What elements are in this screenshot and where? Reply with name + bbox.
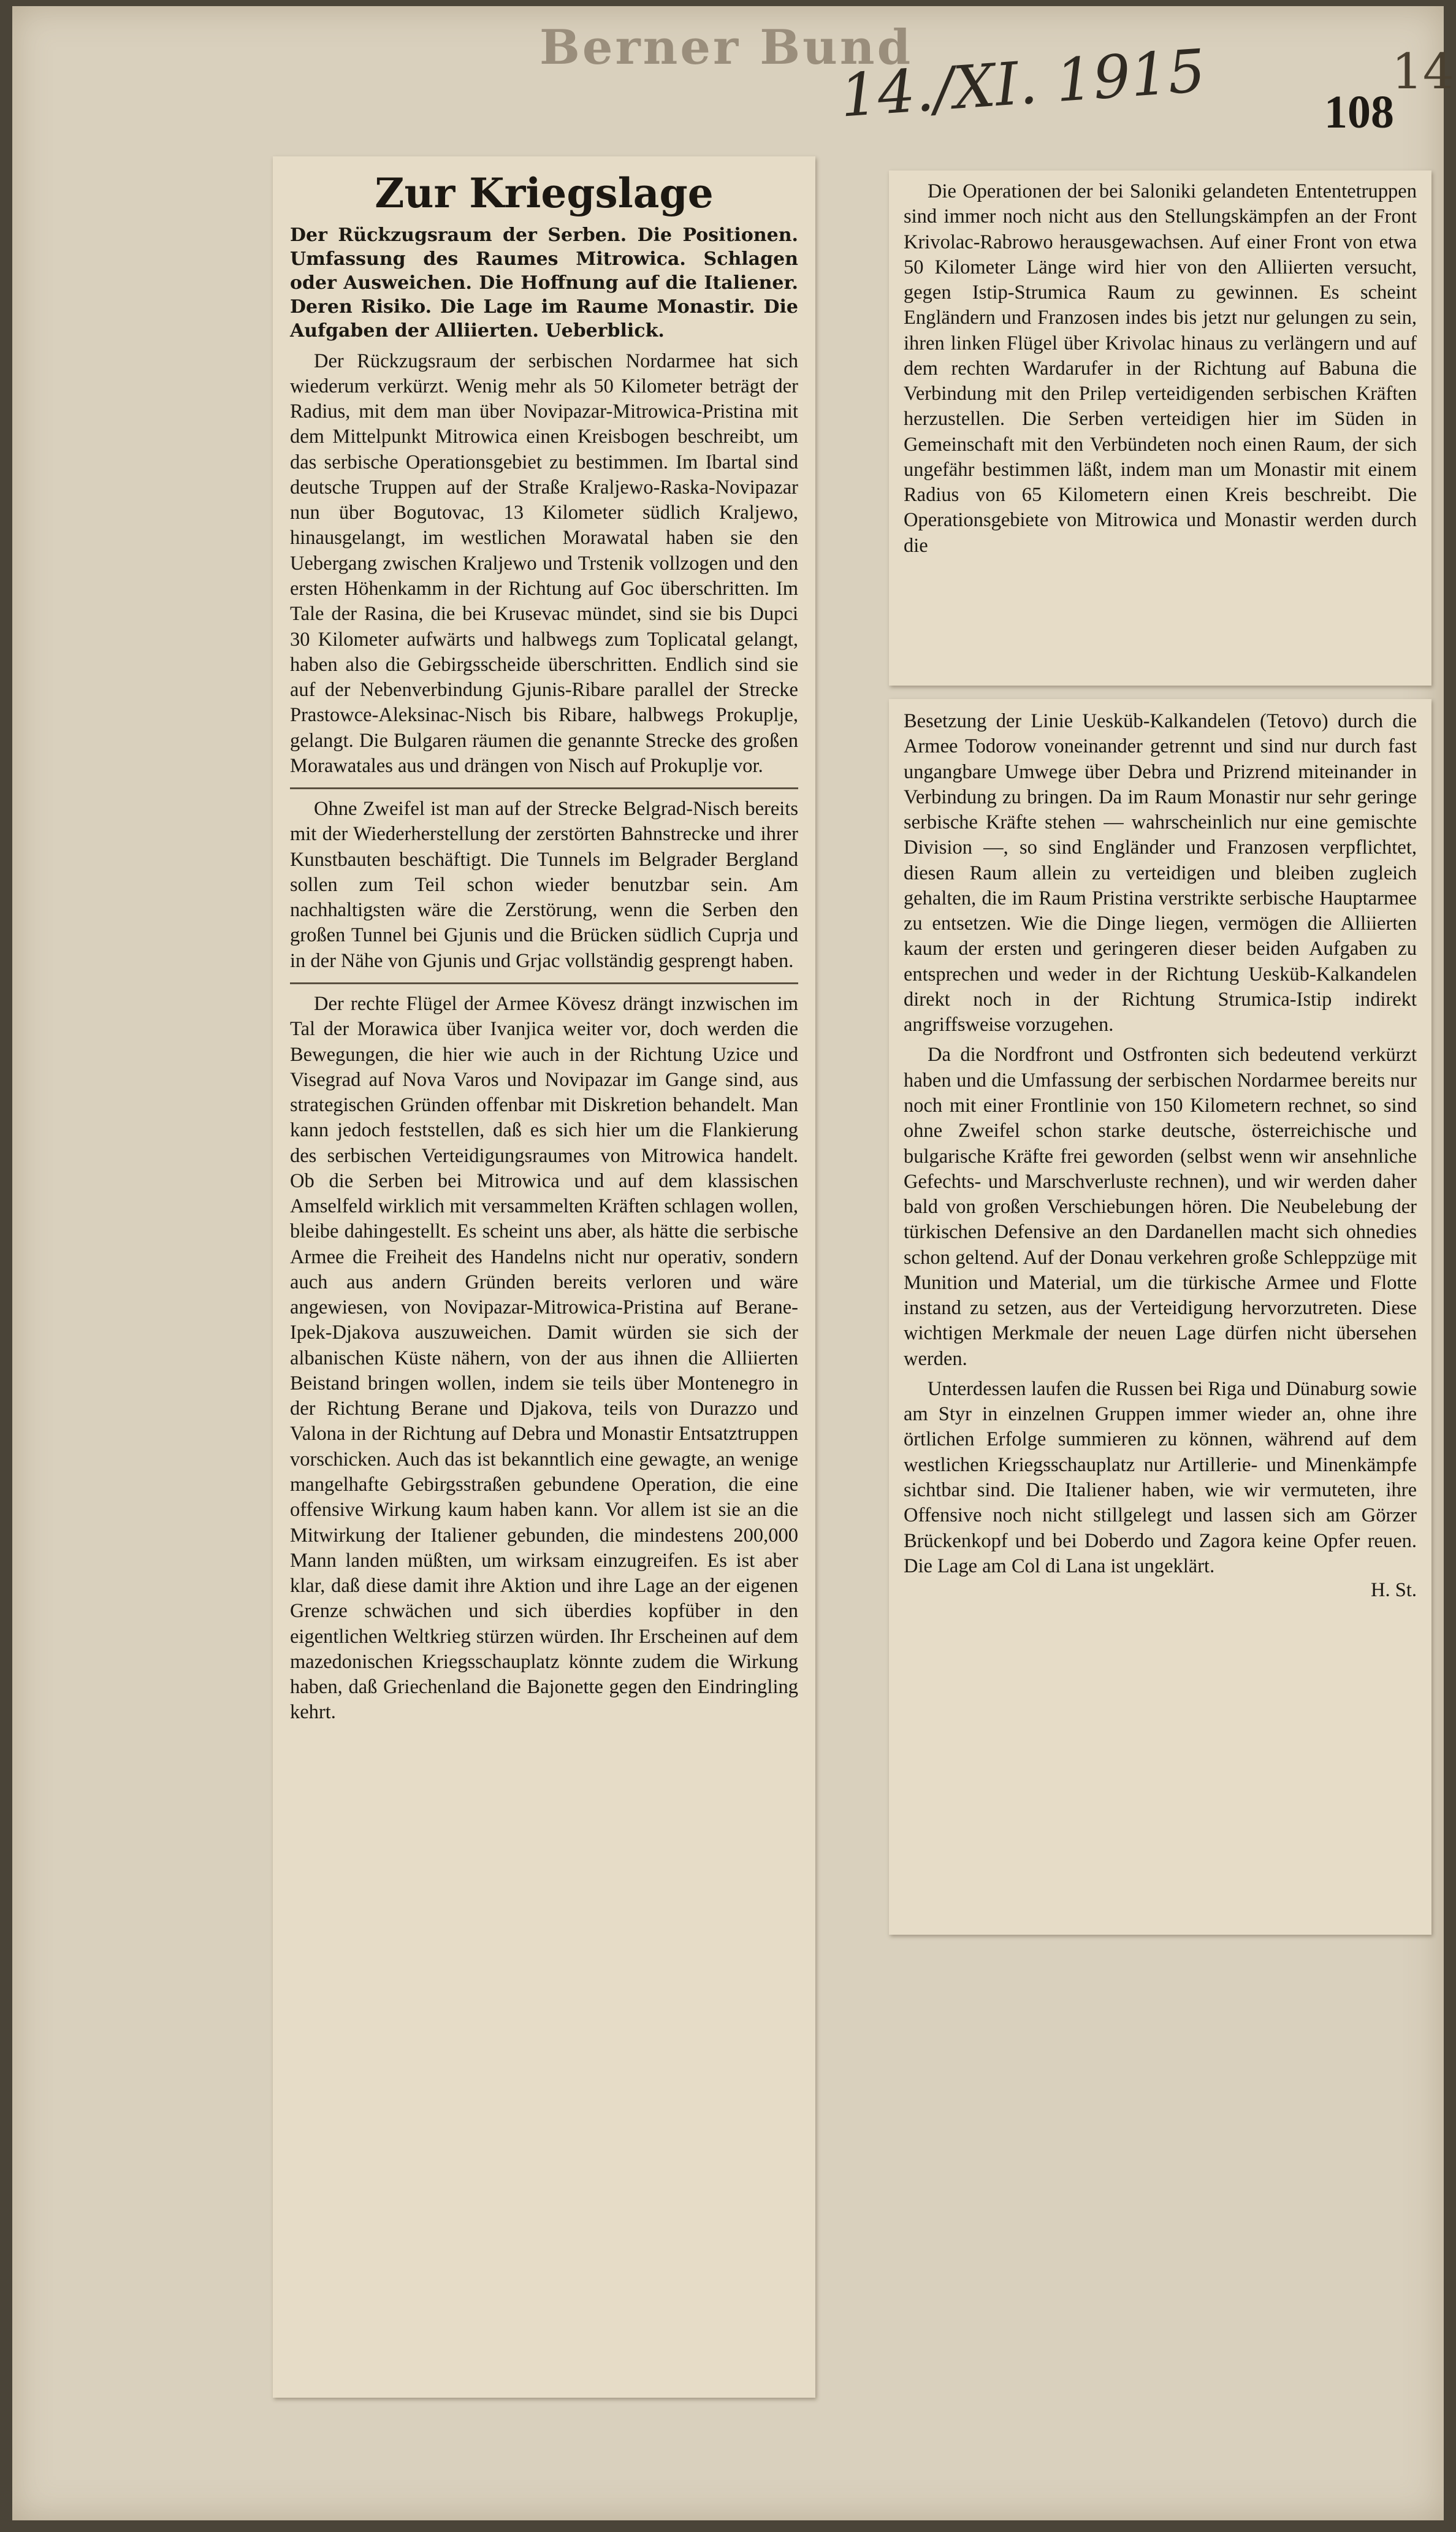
article-clipping-right-top (889, 170, 1431, 686)
article-paragraph: Besetzung der Linie Uesküb-Kalkandelen (Tetovo) durch die Armee Todorow voneinander getrennt und sind nur durch fast ungangbare Umwege über Debra und Prizrend miteinander in Verbindung zu bringen. Da im Raum Monastir nur sehr geringe serbische Kräfte stehen — wahrscheinlich nur eine gemischte Division —, so sind Engländer und Franzosen verpflichtet, diesen Raum allein zu verteidigen und bleiben zugleich gehalten, die im Raum Pristina verstrikte serbische Hauptarmee zu entsetzen. Wie die Dinge liegen, vermögen die Alliierten kaum der ersten und geringeren dieser beiden Aufgaben zu entsprechen und weder in der Richtung Uesküb-Kalkandelen direkt noch in der Richtung Strumica-Istip indirekt angriffsweise vorzugehen. (904, 710, 1417, 1036)
column-divider (290, 982, 798, 984)
article-paragraph: Ohne Zweifel ist man auf der Strecke Belgrad-Nisch bereits mit der Wiederherstellung der zerstörten Bahnstrecke und ihrer Kunstbauten beschäftigt. Die Tunnels im Belgrader Bergland sollen zum Teil schon wieder benutzbar sein. Am nachhaltigsten wäre die Zerstörung, wenn die Serben den großen Tunnel bei Gjunis und die Brücken südlich Cuprja und in der Nähe von Gjunis und Grjac vollständig gesprengt haben. (290, 798, 798, 972)
author-signature: H. St. (1371, 1579, 1417, 1602)
article-title: Zur Kriegslage (375, 169, 714, 217)
article-paragraph: Der rechte Flügel der Armee Kövesz drängt inzwischen im Tal der Morawica über Ivanjica weiter vor, doch werden die Bewegungen, die hier wie auch in der Richtung Uzice und Visegrad auf Nova Varos und Novipazar im Gange sind, aus strategischen Gründen offenbar mit Diskretion behandelt. Man kann jedoch feststellen, daß es sich hier um die Flankierung des serbischen Verteidigungsraumes von Mitrowica handelt. Ob die Serben bei Mitrowica und auf dem klassischen Amselfeld wirklich mit versammelten Kräften schlagen wollen, bleibe dahingestellt. Es scheint uns aber, als hätte die serbische Armee die Freiheit des Handelns nicht nur operativ, sondern auch aus andern Gründen bereits verloren und wäre angewiesen, von Novipazar-Mitrowica-Pristina auf Berane-Ipek-Djakova auszuweichen. Damit würden sie sich der albanischen Küste nähern, von der aus ihnen die Alliierten Beistand bringen wollen, indem sie teils über Montenegro in der Richtung Berane und Djakova, teils von Durazzo und Valona in der Richtung auf Debra und Monastir Entsatztruppen vorschicken. Auch das ist bekanntlich eine gewagte, an wenige mangelhafte Gebirgsstraßen gebundene Operation, die eine offensive Wirkung kaum haben kann. Vor allem ist sie an die Mitwirkung der Italiener gebunden, die mindestens 200,000 Mann landen müßten, um wirksam einzugreifen. Es ist aber klar, daß diese damit ihre Aktion und ihre Lage an der eigenen Grenze schwächen und sich überdies kopfüber in den eigentlichen Weltkrieg stürzen würden. Ihr Erscheinen auf dem mazedonischen Kriegsschauplatz könnte zudem die Wirkung haben, daß Griechenland die Bajonette gegen den Eindringling kehrt. (290, 992, 798, 1724)
archive-sheet (12, 6, 1454, 2520)
page-number: 108 (1324, 86, 1394, 138)
handwritten-date: 14./XI. 1915 (837, 36, 1208, 131)
article-paragraph: Da die Nordfront und Ostfronten sich bedeutend verkürzt haben und die Umfassung der serbischen Nordarmee bereits nur noch mit einer Frontlinie von 150 Kilometern rechnet, so sind ohne Zweifel schon starke deutsche, österreichische und bulgarische Kräfte frei geworden (selbst wenn wir ansehnliche Gefechts- und Marschverluste rechnen), und wir werden daher bald von großen Verschiebungen hören. Die Neubelebung der türkischen Defensive an den Dardanellen macht sich ohnedies schon geltend. Auf der Donau verkehren große Schleppzüge mit Munition und Material, um die türkische Armee und Flotte instand zu setzen, aus der Verteidigung hervorzutreten. Diese wichtigen Merkmale der neuen Lage dürfen nicht übersehen werden. (904, 1044, 1417, 1370)
article-clipping-left (273, 156, 815, 2398)
article-clipping-right-bottom (889, 699, 1431, 1935)
newspaper-stamp: Berner Bund (539, 20, 913, 75)
handwritten-number: 14 (1392, 43, 1454, 100)
article-subtitle: Der Rückzugsraum der Serben. Die Positionen. Umfassung des Raumes Mitrowica. Schlagen oder Ausweichen. Die Hoffnung auf die Italiener. Deren Risiko. Die Lage im Raume Monastir. Die Aufgaben der Alliierten. Ueberblick. (290, 224, 798, 342)
article-paragraph: Unterdessen laufen die Russen bei Riga und Dünaburg sowie am Styr in einzelnen Gruppen immer wieder an, ohne ihre örtlichen Erfolge summieren zu können, während auf dem westlichen Kriegsschauplatz nur Artillerie- und Minenkämpfe sichtbar sind. Die Italiener haben, wie wir vermuteten, ihre Offensive noch nicht stillgelegt und lassen sich am Görzer Brückenkopf und bei Doberdo und Zagora keine Opfer reuen. Die Lage am Col di Lana ist ungeklärt. (904, 1377, 1417, 1577)
column-divider (290, 787, 798, 789)
article-paragraph: Der Rückzugsraum der serbischen Nordarmee hat sich wiederum verkürzt. Wenig mehr als 50 Kilometer beträgt der Radius, mit dem man über Novipazar-Mitrowica-Pristina mit dem Mittelpunkt Mitrowica einen Kreisbogen beschreibt, um das serbische Operationsgebiet zu bestimmen. Im Ibartal sind deutsche Truppen auf der Straße Kraljewo-Raska-Novipazar nun über Bogutovac, 13 Kilometer südlich Kraljewo, hinausgelangt, im westlichen Morawatal haben sie den Uebergang zwischen Kraljewo und Trstenik vollzogen und den ersten Höhenkamm in der Richtung auf Goc überschritten. Im Tale der Rasina, die bei Krusevac mündet, sind sie bis Dupci 30 Kilometer aufwärts und halbwegs zum Toplicatal gelangt, haben also die Gebirgsscheide überschritten. Endlich sind sie auf der Nebenverbindung Gjunis-Ribare parallel der Strecke Prastowce-Aleksinac-Nisch bis Ribare, halbwegs Prokuplje, gelangt. Die Bulgaren räumen die genannte Strecke des großen Morawatales aus und drängen von Nisch auf Prokuplje vor. (290, 350, 798, 777)
article-paragraph: Die Operationen der bei Saloniki gelandeten Ententetruppen sind immer noch nicht aus den Stellungskämpfen an der Front Krivolac-Rabrowo herausgewachsen. Auf einer Front von etwa 50 Kilometer Länge wird hier von den Alliierten versucht, gegen Istip-Strumica Raum zu gewinnen. Es scheint Engländern und Franzosen indes bis jetzt nur gelungen zu sein, ihren linken Flügel über Krivolac hinaus zu verlängern und auf dem rechten Wardarufer in der Richtung auf Babuna die Verbindung mit den Prilep verteidigenden serbischen Kräften herzustellen. Die Serben verteidigen hier im Süden in Gemeinschaft mit den Verbündeten noch einen Raum, der sich ungefähr bestimmen läßt, indem man um Monastir mit einem Radius von 65 Kilometern einen Kreis beschreibt. Die Operationsgebiete von Mitrowica und Monastir werden durch die (904, 180, 1417, 557)
